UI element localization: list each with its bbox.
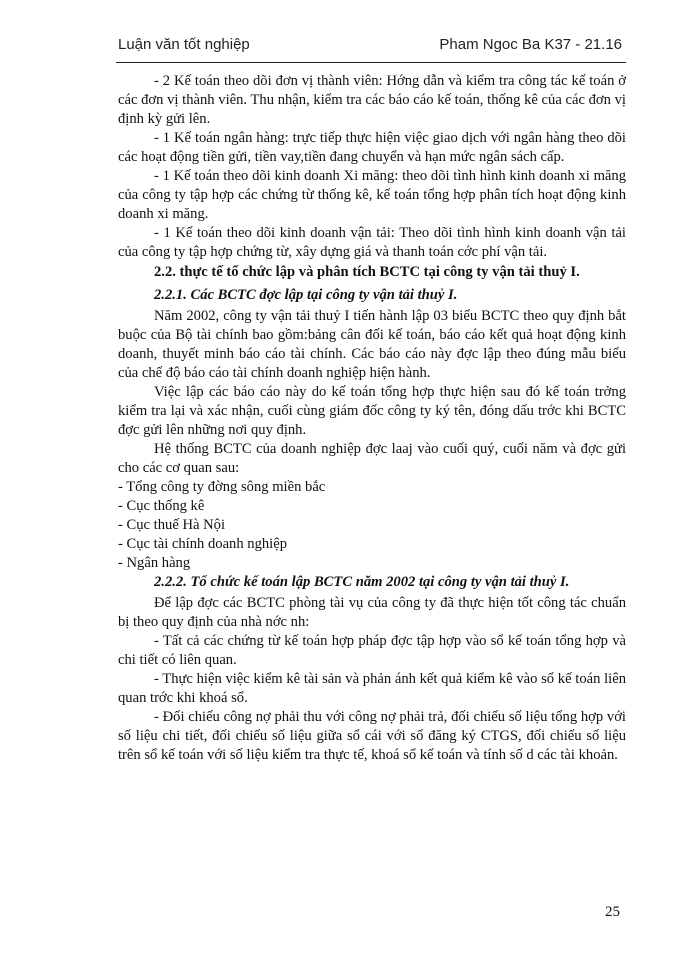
paragraph-reports-2002: Năm 2002, công ty vận tải thuỷ I tiến hành lập 03 biểu BCTC theo quy định bắt buộc của Bộ tài chính bao gồm:bảng cân đối kế toán, báo cáo kết quả hoạt động kinh doanh, thuyết minh báo cáo tài chính. Các báo cáo này đợc lập theo đúng mẫu biểu của chế độ báo cáo tài chính doanh nghiệp hiện hành. bbox=[118, 308, 626, 381]
header-left-text: Luận văn tốt nghiệp bbox=[118, 36, 250, 53]
paragraph-report-recipients: Hệ thống BCTC của doanh nghiệp đợc laaj vào cuối quý, cuối năm và đợc gửi cho các cơ quan sau: bbox=[118, 441, 626, 476]
page-number: 25 bbox=[605, 904, 620, 920]
section-heading-2-2-2: 2.2.2. Tổ chức kế toán lập BCTC năm 2002 tại công ty vận tải thuỷ I. bbox=[154, 574, 570, 590]
document-body bbox=[118, 72, 626, 765]
paragraph-prep-reconciliation: - Đối chiếu công nợ phải thu với công nợ phải trả, đối chiếu số liệu tổng hợp với số liệu chi tiết, đối chiếu số liệu giữa sổ cái với sổ đăng ký CTGS, đối chiếu số liệu trên sổ kế toán với số liệu kiểm tra thực tế, khoá sổ kế toán và tính số d các tài khoản. bbox=[118, 709, 626, 763]
list-item: - Tổng công ty đờng sông miền bắc bbox=[118, 479, 326, 495]
page-header bbox=[118, 36, 622, 53]
list-item: - Ngân hàng bbox=[118, 555, 191, 571]
paragraph-preparation-intro: Để lập đợc các BCTC phòng tài vụ của công ty đã thực hiện tốt công tác chuẩn bị theo quy định của nhà nớc nh: bbox=[118, 595, 626, 630]
paragraph-prep-documents: - Tất cả các chứng từ kế toán hợp pháp đợc tập hợp vào sổ kế toán tổng hợp và chi tiết có liên quan. bbox=[118, 633, 626, 668]
list-item: - Cục tài chính doanh nghiệp bbox=[118, 536, 288, 552]
paragraph-accountant-member-units: - 2 Kế toán theo dõi đơn vị thành viên: Hớng dẫn và kiểm tra công tác kế toán ở các đơn vị thành viên. Thu nhận, kiểm tra các báo cáo kế toán, thống kê của các đơn vị định kỳ gửi lên. bbox=[118, 73, 626, 127]
paragraph-report-preparation: Việc lập các báo cáo này do kế toán tổng hợp thực hiện sau đó kế toán trởng kiểm tra lại và xác nhận, cuối cùng giám đốc công ty ký tên, đóng dấu trớc khi BCTC đợc gửi lên những nơi quy định. bbox=[118, 384, 626, 438]
section-heading-2-2: 2.2. thực tế tổ chức lập và phân tích BCTC tại công ty vận tải thuỷ I. bbox=[154, 264, 580, 280]
header-right-text: Pham Ngoc Ba K37 - 21.16 bbox=[439, 36, 622, 53]
paragraph-accountant-bank: - 1 Kế toán ngân hàng: trực tiếp thực hiện việc giao dịch với ngân hàng theo dõi các hoạt động tiền gửi, tiền vay,tiền đang chuyển và hạn mức ngân sách cấp. bbox=[118, 130, 626, 165]
list-item: - Cục thống kê bbox=[118, 498, 205, 514]
paragraph-accountant-cement: - 1 Kế toán theo dõi kinh doanh Xi măng: theo dõi tình hình kinh doanh xi măng của công ty tập hợp các chứng từ thống kê, kế toán tổng hợp phân tích hoạt động kinh doanh xi măng. bbox=[118, 168, 626, 222]
list-item: - Cục thuế Hà Nội bbox=[118, 517, 225, 533]
paragraph-accountant-transport: - 1 Kế toán theo dõi kinh doanh vận tải: Theo dõi tình hình kinh doanh vận tải của công ty tập hợp chứng từ, xây dựng giá và thanh toán cớc phí vận tải. bbox=[118, 225, 626, 260]
section-heading-2-2-1: 2.2.1. Các BCTC đợc lập tại công ty vận tải thuỷ I. bbox=[154, 287, 458, 303]
paragraph-prep-inventory: - Thực hiện việc kiểm kê tài sản và phản ánh kết quả kiểm kê vào sổ kế toán liên quan trớc khi khoá sổ. bbox=[118, 671, 626, 706]
header-rule bbox=[116, 62, 626, 63]
